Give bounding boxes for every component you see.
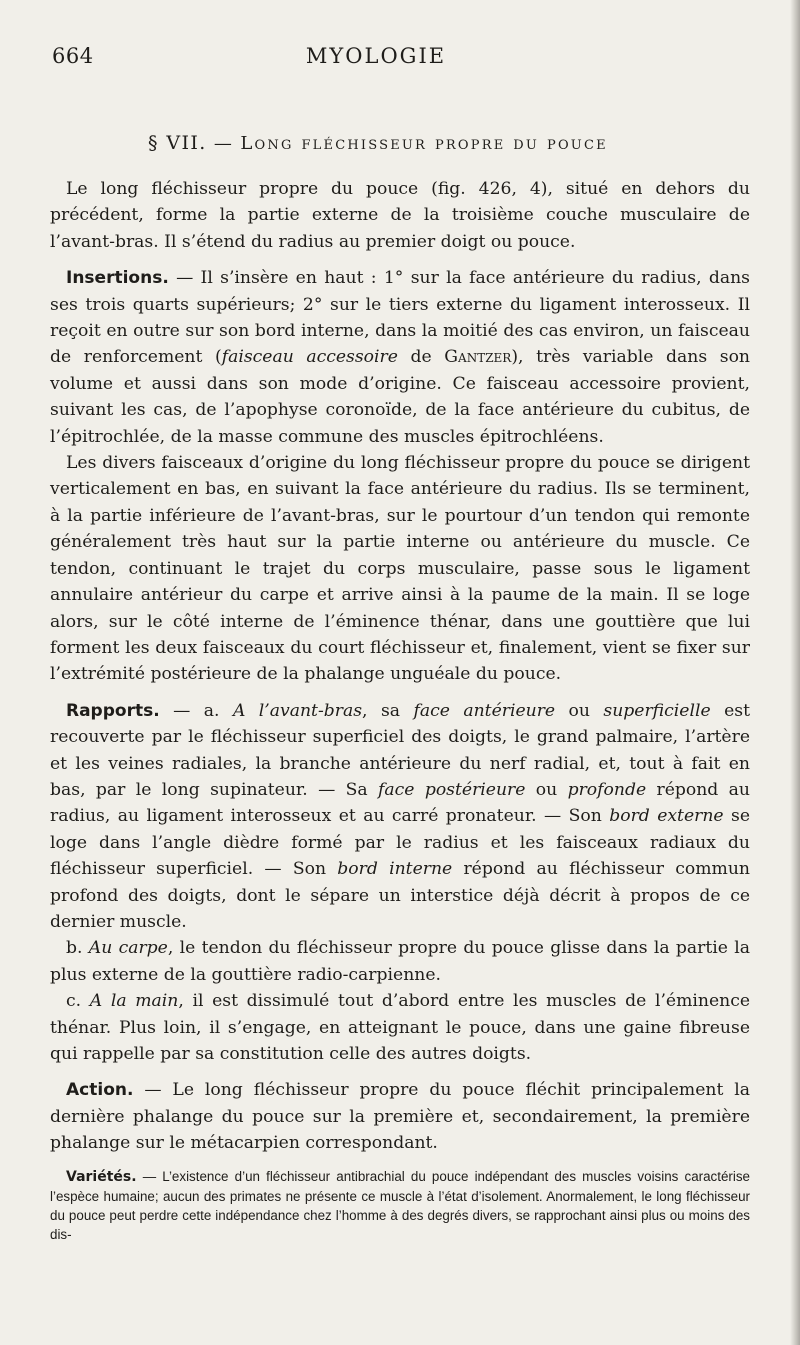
section-dash: —	[213, 133, 234, 154]
rapports-a-italic-5: profonde	[567, 779, 647, 800]
rapports-a-italic-6: bord externe	[609, 806, 724, 827]
page-number: 664	[52, 44, 94, 68]
rapports-a-text-7: répond au fléchisseur commun profond des doigts, dont le sépare un interstice déjà décrit à propos de ce dernier muscle.	[50, 859, 750, 932]
rapports-a-italic-7: bord interne	[337, 859, 453, 880]
insertions-text-a: — Il s’insère en haut : 1° sur la face antérieure du radius, dans ses trois quarts supérieurs; 2° sur le tiers externe du ligament interosseux. Il reçoit en outre sur son bord interne, dans la moitié des cas environ, un faisceau de renforcement (	[50, 268, 750, 368]
rapports-a-text-2: ou	[555, 700, 604, 721]
rapports-c-text: , il est dissimulé tout d’abord entre les muscles de l’éminence thénar. Plus loin, il s’engage, en atteignant le pouce, dans une gaine fibreuse qui rappelle par sa constitution celle des autres doigts.	[50, 991, 750, 1064]
rapports-c-paragraph	[50, 988, 750, 1067]
rapports-a-text-5: répond au radius, au ligament interosseux et au carré pronateur. — Son	[50, 779, 750, 827]
page-edge-shadow	[790, 0, 800, 1345]
rapports-b-prefix: b.	[66, 938, 89, 959]
insertions-text-b: de	[397, 347, 445, 368]
action-text: — Le long fléchisseur propre du pouce fléchit principalement la dernière phalange du pouce sur la première et, secondairement, la première phalange sur le métacarpien correspondant.	[50, 1080, 750, 1154]
varietes-heading: Variétés.	[66, 1168, 137, 1185]
insertions-italic: faisceau accessoire	[221, 347, 398, 368]
insertions-text-c: ), très variable dans son volume et aussi dans son mode d’origine. Ce faisceau accessoire provient, suivant les cas, de l’apophyse coronoïde, de la face antérieure du cubitus, de l’épitrochlée, de la masse commune des muscles épitrochléens.	[50, 347, 751, 447]
rapports-a-italic-2: face antérieure	[413, 700, 556, 721]
varietes-text: — L’existence d’un fléchisseur antibrachial du pouce indépendant des muscles voisins caractérise l’espèce humaine; aucun des primates ne présente ce muscle à l’état d’isolement. Anormalement, le long fléchisseur du pouce peut perdre cette indépendance chez l’homme à des degrés divers, se rapprochant ainsi plus ou moins des dis-	[50, 1168, 750, 1242]
rapports-a-italic-4: face postérieure	[378, 779, 526, 800]
section-number: § VII.	[148, 132, 207, 154]
rapports-a-italic-3: superficielle	[603, 700, 711, 721]
varietes-note	[50, 1167, 750, 1244]
section-heading	[148, 132, 608, 154]
rapports-a-text-4: ou	[525, 779, 568, 800]
intro-paragraph: Le long fléchisseur propre du pouce (fig. 426, 4), situé en dehors du précédent, forme la partie externe de la troisième couche musculaire de l’avant-bras. Il s’étend du radius au premier doigt ou pouce.	[50, 179, 750, 252]
insertions-author: Gantzer	[444, 347, 512, 368]
rapports-a-paragraph	[50, 698, 750, 936]
rapports-a-italic-1: A l’avant-bras	[232, 700, 363, 721]
running-head	[52, 44, 760, 76]
rapports-b-paragraph	[50, 935, 750, 988]
rapports-c-italic: A la main	[89, 991, 179, 1012]
running-title: MYOLOGIE	[305, 44, 447, 68]
origin-paragraph: Les divers faisceaux d’origine du long fléchisseur propre du pouce se dirigent verticalement en bas, en suivant la face antérieure du radius. Ils se terminent, à la partie inférieure de l’avant-bras, sur le pourtour d’un tendon qui remonte généralement très haut sur la partie interne ou antérieure du muscle. Ce tendon, continuant le trajet du corps musculaire, passe sous le ligament annulaire antérieur du carpe et arrive ainsi à la paume de la main. Il se loge alors, sur le côté interne de l’éminence thénar, dans une gouttière que lui forment les deux faisceaux du court fléchisseur et, finalement, vient se fixer sur l’extrémité postérieure de la phalange unguéale du pouce.	[50, 453, 750, 685]
rapports-b-text: , le tendon du fléchisseur propre du pouce glisse dans la partie la plus externe de la gouttière radio-carpienne.	[50, 938, 750, 985]
rapports-a-text-0: — a.	[159, 700, 233, 721]
rapports-heading: Rapports.	[66, 700, 160, 721]
rapports-a-text-6: se loge dans l’angle dièdre formé par le radius et les faisceaux radiaux du fléchisseur superficiel. — Son	[50, 806, 750, 880]
action-paragraph	[50, 1077, 750, 1156]
rapports-b-italic: Au carpe	[88, 938, 168, 959]
section-title: Long fléchisseur propre du pouce	[240, 133, 608, 154]
insertions-paragraph	[50, 265, 750, 450]
rapports-c-prefix: c.	[66, 991, 90, 1012]
body-text	[50, 176, 750, 1244]
insertions-heading: Insertions.	[66, 268, 169, 289]
action-heading: Action.	[66, 1080, 134, 1101]
rapports-a-text-3: est recouverte par le fléchisseur superficiel des doigts, le grand palmaire, l’artère et les veines radiales, la branche antérieure du nerf radial, et, tout à fait en bas, par le long supinateur. — Sa	[50, 700, 750, 800]
rapports-a-text-1: , sa	[362, 700, 414, 721]
